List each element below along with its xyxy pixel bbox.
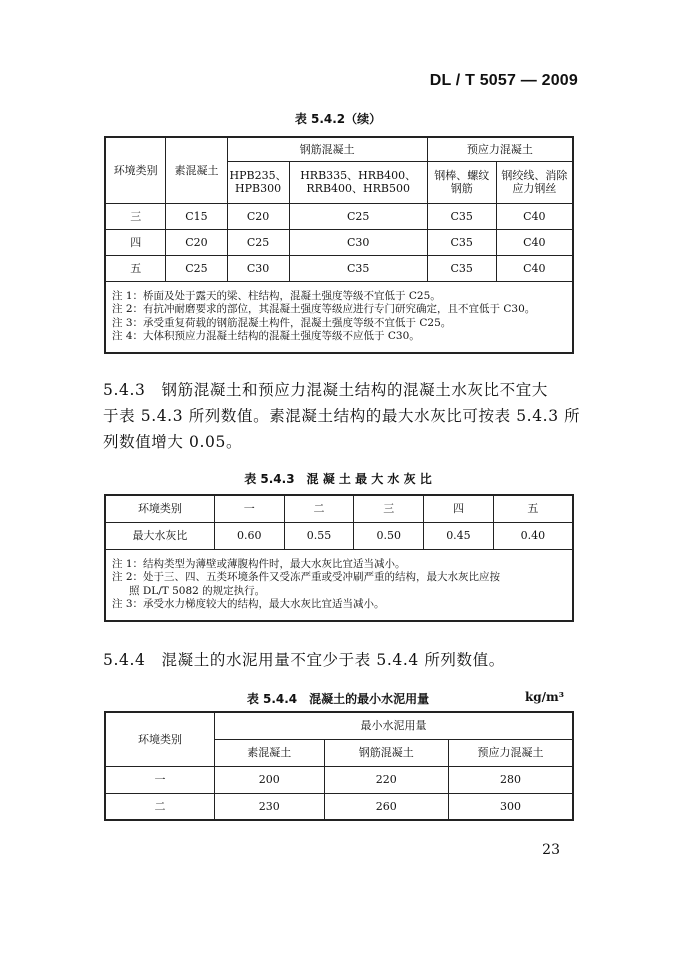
table-cell: C35 [427,255,496,281]
note: 注 3：承受水力梯度较大的结构，最大水灰比宜适当减小。 [112,598,385,611]
header-env: 环境类别 [105,137,166,203]
section-543-paragraph [103,377,580,455]
paragraph-line: 于表 5.4.3 所列数值。素混凝土结构的最大水灰比可按表 5.4.3 所 [103,407,581,425]
table-cell: 0.60 [214,522,284,549]
table-cell: 四 [105,229,166,255]
header-env: 环境类别 [105,712,215,766]
table-cell: 二 [105,793,215,820]
table-542-caption: 表 5.4.2（续） [294,112,382,126]
table-cell: 0.55 [284,522,354,549]
table-542 [104,136,574,354]
header-pc-group: 预应力混凝土 [427,137,573,161]
table-cell: C15 [166,203,227,229]
table-542-notes [105,281,573,353]
header-rc: 钢筋混凝土 [324,739,448,766]
standard-code: DL / T 5057 — 2009 [429,72,578,89]
table-row [105,522,573,549]
table-cell: 0.40 [493,522,573,549]
table-cell: C20 [227,203,289,229]
header-rc-group: 钢筋混凝土 [227,137,427,161]
table-544-unit: kg/m³ [524,690,564,704]
table-cell: 200 [215,766,325,793]
table-543-notes [105,549,573,621]
table-cell: 二 [284,495,354,522]
table-row [105,255,573,281]
note: 照 DL/T 5082 的规定执行。 [129,584,266,597]
note: 注 1：桥面及处于露天的梁、柱结构，混凝土强度等级不宜低于 C25。 [112,289,441,302]
table-row [105,229,573,255]
table-cell: 一 [214,495,284,522]
header-rc-col1: HPB235、HPB300 [227,161,289,203]
table-cell: C30 [227,255,289,281]
table-cell: 0.50 [354,522,424,549]
table-cell: 五 [493,495,573,522]
page-number: 23 [542,842,560,858]
note: 注 4：大体积预应力混凝土结构的混凝土强度等级不应低于 C30。 [112,330,420,343]
table-cell: 一 [105,766,215,793]
table-543 [104,494,574,622]
table-cell: 0.45 [424,522,494,549]
note: 注 1：结构类型为薄壁或薄腹构件时，最大水灰比宜适当减小。 [112,557,406,570]
table-544 [104,711,574,821]
table-row [105,495,573,522]
table-cell: C35 [427,203,496,229]
table-cell: 三 [105,203,166,229]
table-cell: C40 [496,229,573,255]
header-pc-col2: 钢绞线、消除应力钢丝 [496,161,573,203]
note: 注 2：处于三、四、五类环境条件又受冻严重或受冲刷严重的结构，最大水灰比应按 [112,571,501,584]
table-cell: 230 [215,793,325,820]
table-cell: 三 [354,495,424,522]
table-row [105,203,573,229]
table-row [105,766,573,793]
header-pc-col1: 钢棒、螺纹钢筋 [427,161,496,203]
table-cell: C25 [227,229,289,255]
paragraph-line: 5.4.3 钢筋混凝土和预应力混凝土结构的混凝土水灰比不宜大 [103,381,548,399]
table-cell: C35 [289,255,427,281]
table-cell: C25 [166,255,227,281]
paragraph-line: 列数值增大 0.05。 [103,433,243,451]
table-544-caption: 表 5.4.4 混凝土的最小水泥用量 [246,692,430,706]
table-cell: 260 [324,793,448,820]
table-cell: 280 [449,766,573,793]
table-cell: C35 [427,229,496,255]
note: 注 2：有抗冲耐磨要求的部位，其混凝土强度等级应进行专门研究确定，且不宜低于 C30。 [112,303,536,316]
table-cell: 300 [449,793,573,820]
header-plain: 素混凝土 [215,739,325,766]
section-544-paragraph: 5.4.4 混凝土的水泥用量不宜少于表 5.4.4 所列数值。 [103,651,505,669]
note: 注 3：承受重复荷载的钢筋混凝土构件，混凝土强度等级不宜低于 C25。 [112,316,452,329]
header-pc: 预应力混凝土 [449,739,573,766]
table-cell: C25 [289,203,427,229]
table-cell: C30 [289,229,427,255]
table-cell: C40 [496,203,573,229]
header-rc-col2: HRB335、HRB400、RRB400、HRB500 [289,161,427,203]
header-group: 最小水泥用量 [215,712,574,739]
table-row [105,793,573,820]
table-cell: 五 [105,255,166,281]
header-env: 环境类别 [105,495,214,522]
table-cell: C40 [496,255,573,281]
table-543-caption: 表 5.4.3 混 凝 土 最 大 水 灰 比 [244,472,432,486]
table-cell: 220 [324,766,448,793]
header-plain: 素混凝土 [166,137,227,203]
row-label: 最大水灰比 [105,522,214,549]
table-cell: C20 [166,229,227,255]
table-cell: 四 [424,495,494,522]
